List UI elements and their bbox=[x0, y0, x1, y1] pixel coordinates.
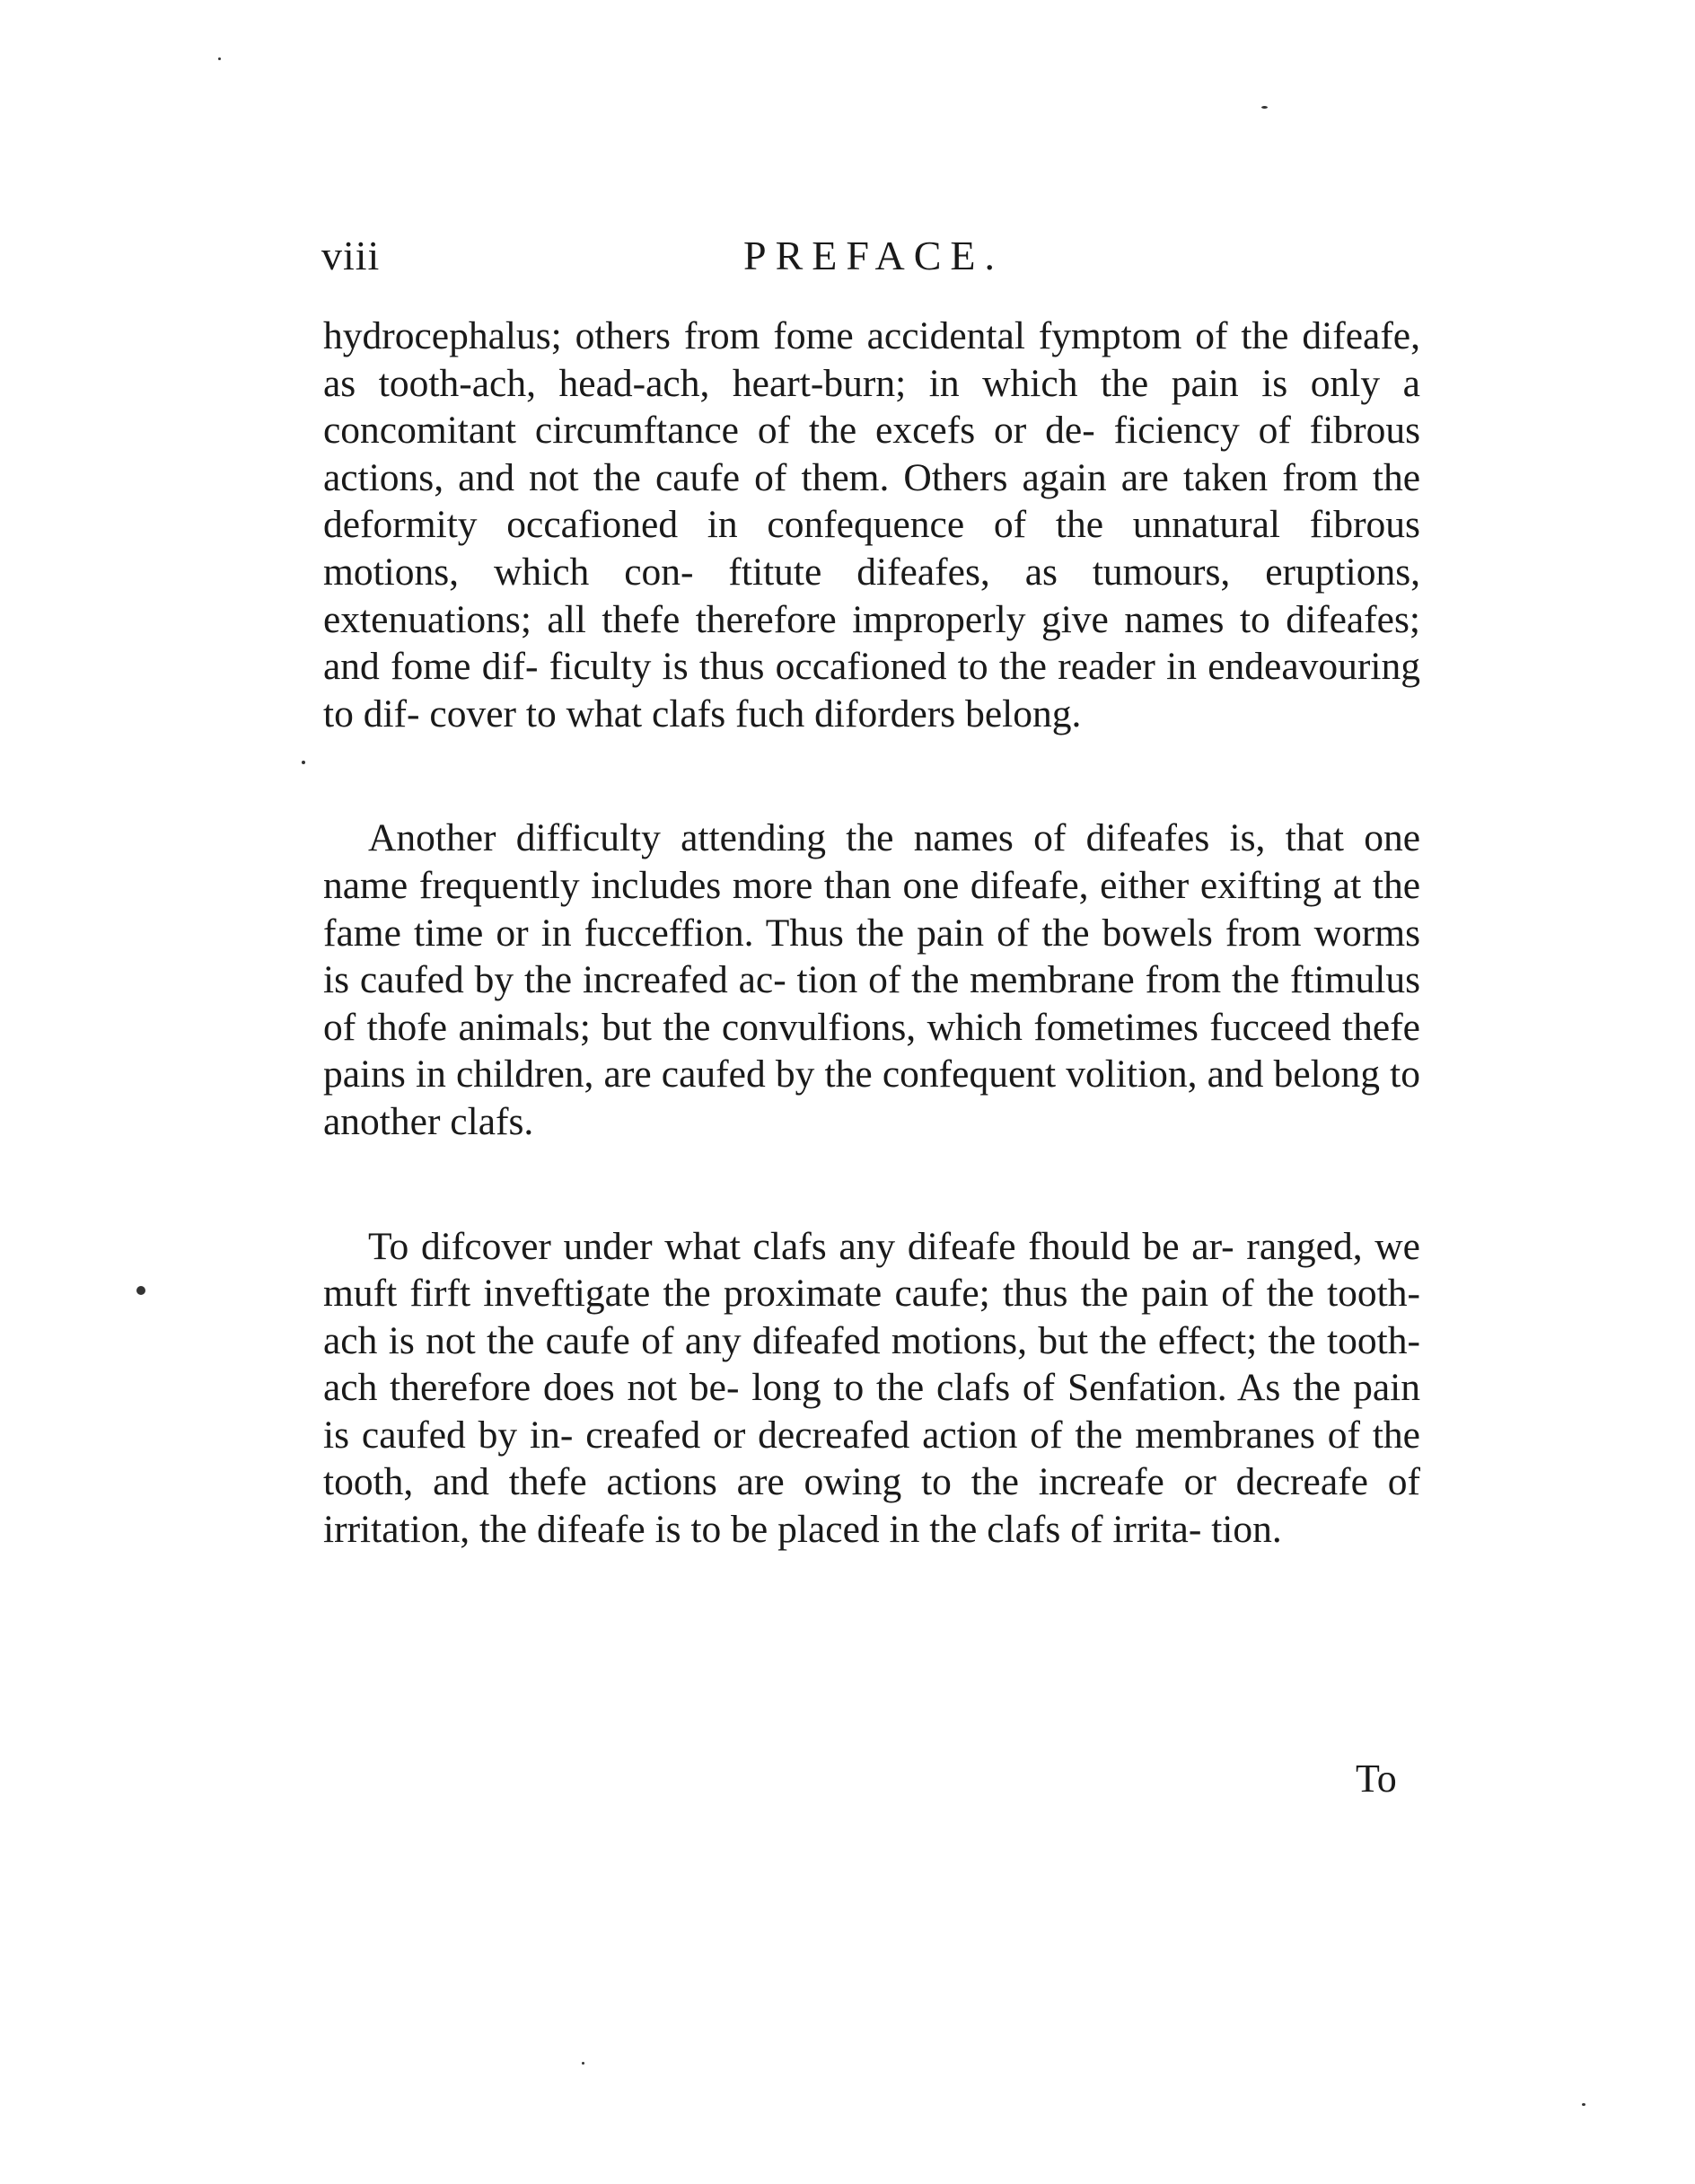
paragraph-2: Another difficulty attending the names of difeafes is, that one name frequently includes more than one difeafe, either exifting at the fame time or in fucceffion. Thus the pain of the bowels from worms is caufed by the increafed ac- tion of the membrane from the ftimulus of thofe animals; but the convulfions, which fometimes fucceed thefe pains in children, are caufed by the confequent volition, and belong to another clafs. bbox=[323, 816, 1420, 1143]
catchword: To bbox=[1356, 1757, 1397, 1801]
paragraph-3: To difcover under what clafs any difeafe fhould be ar- ranged, we muft firft inveftigate the proximate caufe; thus the pain of the tooth-ach is not the caufe of any difeafed motions, but the effect; the tooth-ach therefore does not be- long to the clafs of Senfation. As the pain is caufed by in- creafed or decreafed action of the membranes of the tooth, and thefe actions are owing to the increafe or decreafe of irritation, the difeafe is to be placed in the clafs of irrita- tion. bbox=[323, 1224, 1420, 1552]
paragraph-1: hydrocephalus; others from fome accidental fymptom of the difeafe, as tooth-ach, head-ach, heart-burn; in which the pain is only a concomitant circumftance of the excefs or de- ficiency of fibrous actions, and not the caufe of them. Others again are taken from the deformity occafioned in confequence of the unnatural fibrous motions, which con- ftitute difeafes, as tumours, eruptions, extenuations; all thefe therefore improperly give names to difeafes; and fome dif- ficulty is thus occafioned to the reader in endeavouring to dif- cover to what clafs fuch diforders belong. bbox=[323, 314, 1420, 735]
paper-speck bbox=[218, 57, 221, 60]
page-header bbox=[321, 232, 1418, 295]
body-text bbox=[323, 313, 1420, 1554]
running-head: PREFACE. bbox=[743, 233, 1005, 278]
paper-speck bbox=[1261, 106, 1268, 109]
page-number: viii bbox=[321, 233, 381, 278]
paper-speck bbox=[136, 1286, 145, 1295]
paper-speck bbox=[1582, 2103, 1585, 2106]
paper-speck bbox=[582, 2062, 584, 2065]
paper-speck bbox=[302, 761, 305, 764]
